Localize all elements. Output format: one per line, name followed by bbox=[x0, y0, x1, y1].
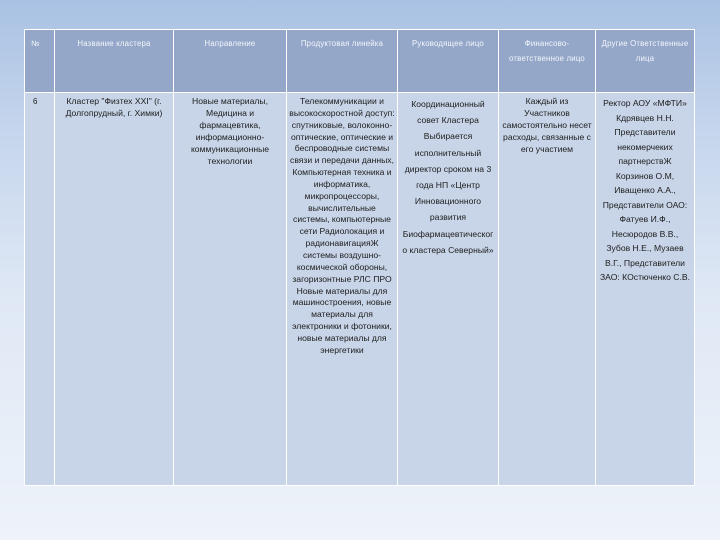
header-num: № bbox=[25, 30, 55, 93]
header-cluster-name: Название кластера bbox=[55, 30, 174, 93]
header-finance-person: Финансово-ответственное лицо bbox=[499, 30, 596, 93]
header-direction: Направление bbox=[174, 30, 287, 93]
row-cluster-name: Кластер "Физтех XXI" (г. Долгопрудный, г. Химки) bbox=[55, 93, 174, 486]
table-header-row bbox=[25, 30, 695, 93]
row-other-persons: Ректор АОУ «МФТИ» Кдрявцев Н.Н. Представители некомерчеких партнерствЖ Корзинов О.М, Иващенко А.А., Представители ОАО: Фатуев И.Ф., Несюродов В.В., Зубов Н.Е., Музаев В.Г., Представители ЗАО: КОстюченко С.В. bbox=[596, 93, 695, 486]
row-head-person: Координационный совет Кластера Выбирается исполнительный директор сроком на 3 года НП «Центр Инновационного развития Биофармацевтического кластера Северный» bbox=[398, 93, 499, 486]
header-head-person: Руководящее лицо bbox=[398, 30, 499, 93]
header-product-line: Продуктовая линейка bbox=[287, 30, 398, 93]
row-product-line: Телекоммуникации и высокоскоростной доступ: спутниковые, волоконно-оптические, оптические и беспроводные системы связи и передачи данных, Компьютерная техника и информатика, микропроцессоры, вычислительные системы, компьютерные сети Радиолокация и радионавигацияЖ системы воздушно-космической обороны, загоризонтные РЛС ПРО Новые материалы для машиностроения, новые материалы для электроники и фотоники, новые материалы для энергетики bbox=[287, 93, 398, 486]
table-row bbox=[25, 93, 695, 486]
row-finance-person: Каждый из Участников самостоятельно несет расходы, связанные с его участием bbox=[499, 93, 596, 486]
cluster-table bbox=[24, 29, 695, 486]
row-num: 6 bbox=[25, 93, 55, 486]
header-other-persons: Другие Ответственные лица bbox=[596, 30, 695, 93]
row-direction: Новые материалы, Медицина и фармацевтика, информационно-коммуникационные технологии bbox=[174, 93, 287, 486]
